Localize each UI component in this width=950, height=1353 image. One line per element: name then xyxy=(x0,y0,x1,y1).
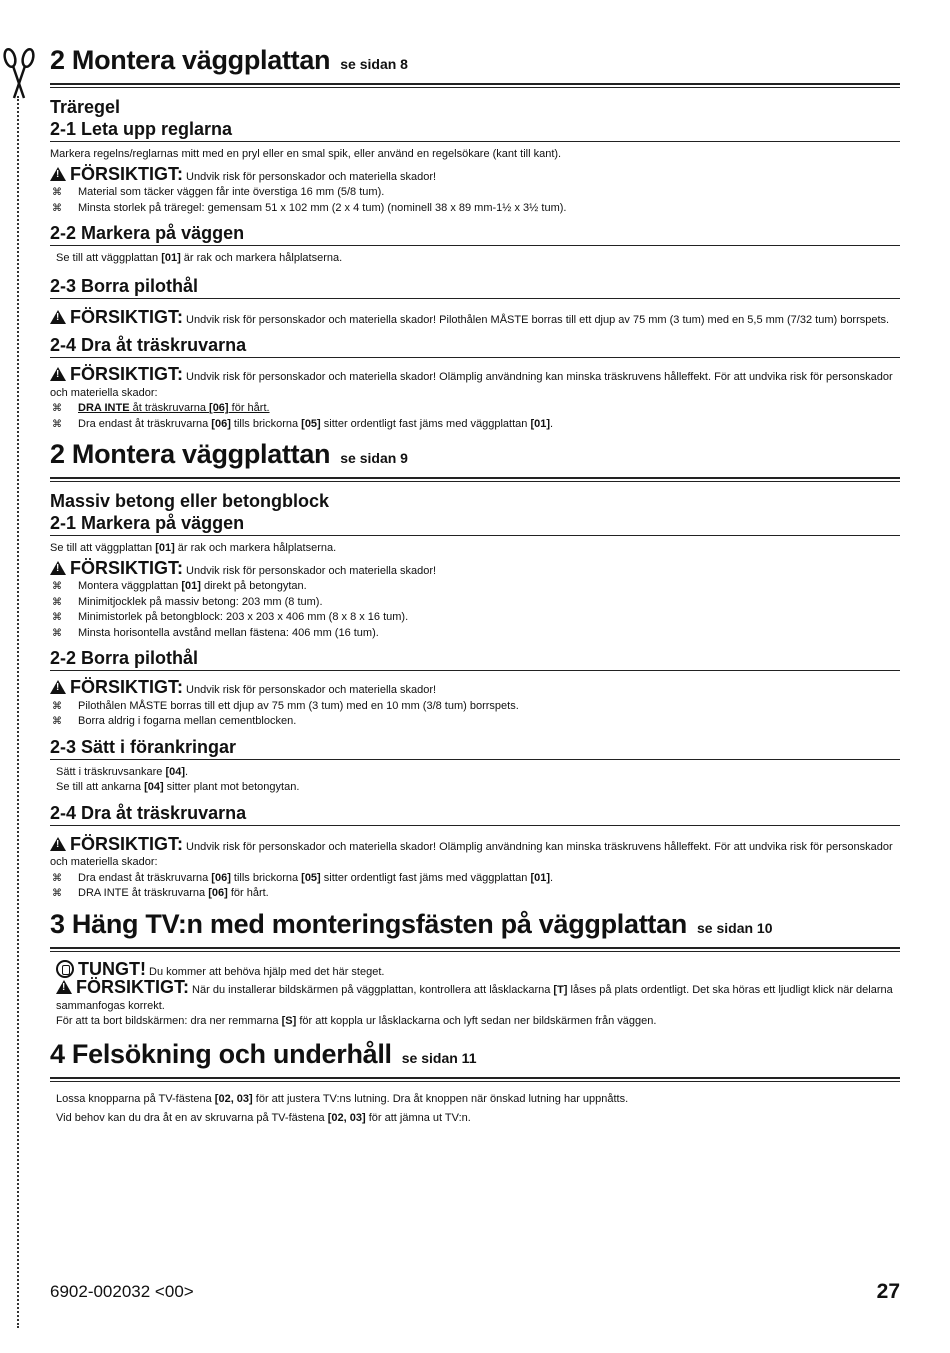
divider xyxy=(50,670,900,671)
bullet-icon: ⌘ xyxy=(52,612,62,623)
cut-line xyxy=(17,96,19,1328)
caution-note: !FÖRSIKTIGT: Undvik risk för personskador och materiella skador! xyxy=(50,167,900,186)
caution-note: !FÖRSIKTIGT: Undvik risk för personskador och materiella skador! xyxy=(50,680,900,699)
paragraph: Sätt i träskruvsankare [04]. xyxy=(56,765,189,778)
step-heading: 2-3 Borra pilothål xyxy=(50,275,199,296)
list-item: ⌘ Dra endast åt träskruvarna [06] tills brickorna [05] sitter ordentligt fast jäms med väggplattan [01]. xyxy=(50,871,900,887)
list-item: ⌘ Material som täcker väggen får inte överstiga 16 mm (5/8 tum). xyxy=(50,185,900,201)
list-item: ⌘ Dra endast åt träskruvarna [06] tills brickorna [05] sitter ordentligt fast jäms med väggplattan [01]. xyxy=(50,417,900,433)
divider xyxy=(50,535,900,536)
warning-icon xyxy=(50,680,66,694)
divider xyxy=(50,825,900,826)
caution-note: !FÖRSIKTIGT: Undvik risk för personskador och materiella skador! Pilothålen MÅSTE borras till ett djup av 75 mm (3 tum) med en 5,5 mm (7/32 tum) borrspets. xyxy=(50,310,900,329)
bullet-icon: ⌘ xyxy=(52,581,62,592)
bullet-icon: ⌘ xyxy=(52,716,62,727)
bullet-list xyxy=(50,699,900,730)
paragraph: Vid behov kan du dra åt en av skruvarna på TV-fästena [02, 03] för att jämna ut TV:n. xyxy=(56,1111,471,1124)
warning-icon xyxy=(50,837,66,851)
divider xyxy=(50,947,900,952)
bullet-list xyxy=(50,185,900,216)
paragraph: Markera regelns/reglarnas mitt med en pryl eller en smal spik, eller använd en regelsökare (kant till kant). xyxy=(50,148,562,160)
warning-icon xyxy=(50,367,66,381)
bullet-list xyxy=(50,579,900,641)
document-code: 6902-002032 <00> xyxy=(50,1282,194,1301)
bullet-icon: ⌘ xyxy=(52,627,62,639)
paragraph: Se till att väggplattan [01] är rak och markera hålplatserna. xyxy=(56,252,343,264)
divider xyxy=(50,357,900,358)
list-item: ⌘ Pilothålen MÅSTE borras till ett djup av 75 mm (3 tum) med en 10 mm (3/8 tum) borrspets. xyxy=(50,699,900,715)
bullet-list xyxy=(50,401,900,432)
step-heading: 2-1 Leta upp reglarna xyxy=(50,119,233,139)
step-heading: 2-2 Borra pilothål xyxy=(50,648,199,668)
page-reference: se sidan 8 xyxy=(340,56,408,72)
step-heading: 2-1 Markera på väggen xyxy=(50,513,245,533)
list-item: ⌘ Minsta storlek på träregel: gemensam 51 x 102 mm (2 x 4 tum) (nominell 38 x 89 mm-1½ x 3½ tum). xyxy=(50,201,900,217)
section-title: 3 Häng TV:n med monteringsfästen på väggplattan se sidan 10 xyxy=(50,908,773,939)
step-heading: 2-4 Dra åt träskruvarna xyxy=(50,335,247,355)
subtitle: Träregel xyxy=(50,97,121,117)
list-item: ⌘ Minimistorlek på betongblock: 203 x 203 x 406 mm (8 x 8 x 16 tum). xyxy=(50,610,900,626)
bullet-icon: ⌘ xyxy=(52,596,62,608)
bullet-icon: ⌘ xyxy=(52,872,62,884)
step-heading: 2-2 Markera på väggen xyxy=(50,223,245,243)
list-item: ⌘ Minsta horisontella avstånd mellan fästena: 406 mm (16 tum). xyxy=(50,626,900,642)
caution-note: !FÖRSIKTIGT: Undvik risk för personskador och materiella skador! Olämplig användning kan minska träskruvens hålleffekt. För att undvika risk för personskador och materiella skador: xyxy=(50,837,900,871)
divider xyxy=(50,298,900,299)
warning-icon xyxy=(50,167,66,181)
heavy-icon xyxy=(56,960,74,978)
divider xyxy=(50,245,900,246)
warning-icon xyxy=(50,310,66,324)
divider xyxy=(50,477,900,482)
paragraph: Se till att ankarna [04] sitter plant mot betongytan. xyxy=(56,781,300,793)
paragraph: För att ta bort bildskärmen: dra ner remmarna [S] för att koppla ur låsklackarna och lyft sedan ner bildskärmen från väggen. xyxy=(56,1015,657,1027)
warning-icon xyxy=(56,980,72,994)
page-content xyxy=(50,44,900,1128)
heavy-note: TUNGT! Du kommer att behöva hjälp med det här steget. xyxy=(50,960,900,981)
step-heading: 2-3 Sätt i förankringar xyxy=(50,736,237,757)
page-number: 27 xyxy=(876,1280,900,1303)
caution-note: !FÖRSIKTIGT: Undvik risk för personskador och materiella skador! xyxy=(50,561,900,580)
section-title: 4 Felsökning och underhåll se sidan 11 xyxy=(50,1038,477,1069)
subtitle: Massiv betong eller betongblock xyxy=(50,491,330,511)
scissors-icon xyxy=(2,46,36,100)
caution-note: !FÖRSIKTIGT: När du installerar bildskärmen på väggplattan, kontrollera att låsklackarna [T] låses på plats ordentligt. Det ska höras ett ljudligt klick när delarna sammanfogas korrekt. xyxy=(50,980,900,1014)
paragraph: Se till att väggplattan [01] är rak och markera hålplatserna. xyxy=(50,542,337,554)
page-reference: se sidan 11 xyxy=(401,1049,477,1066)
divider xyxy=(50,1077,900,1082)
bullet-icon: ⌘ xyxy=(52,700,62,712)
section-title: 2 Montera väggplattan se sidan 9 xyxy=(50,439,408,469)
caution-note: !FÖRSIKTIGT: Undvik risk för personskador och materiella skador! Olämplig användning kan minska träskruvens hålleffekt. För att undvika risk för personskador och materiella skador: xyxy=(50,367,900,401)
divider xyxy=(50,759,900,760)
divider xyxy=(50,83,900,88)
paragraph: Lossa knopparna på TV-fästena [02, 03] för att justera TV:ns lutning. Dra åt knoppen när önskad lutning har uppnåtts. xyxy=(56,1092,629,1105)
list-item: ⌘ Borra aldrig i fogarna mellan cementblocken. xyxy=(50,714,900,730)
step-heading: 2-4 Dra åt träskruvarna xyxy=(50,802,247,823)
bullet-icon: ⌘ xyxy=(52,418,62,430)
bullet-icon: ⌘ xyxy=(52,888,62,899)
list-item: ⌘ DRA INTE åt träskruvarna [06] för hårt. xyxy=(50,886,900,902)
warning-icon xyxy=(50,561,66,575)
section-title: 2 Montera väggplattan se sidan 8 xyxy=(50,45,408,75)
bullet-icon: ⌘ xyxy=(52,202,62,214)
page-reference: se sidan 9 xyxy=(340,450,408,466)
list-item: ⌘ Minimitjocklek på massiv betong: 203 mm (8 tum). xyxy=(50,595,900,611)
page-reference: se sidan 10 xyxy=(697,919,773,936)
list-item: ⌘ Montera väggplattan [01] direkt på betongytan. xyxy=(50,579,900,595)
bullet-icon: ⌘ xyxy=(52,187,62,198)
bullet-icon: ⌘ xyxy=(52,403,62,414)
bullet-list xyxy=(50,871,900,902)
list-item: ⌘ DRA INTE åt träskruvarna [06] för hårt. xyxy=(50,401,900,417)
divider xyxy=(50,141,900,142)
